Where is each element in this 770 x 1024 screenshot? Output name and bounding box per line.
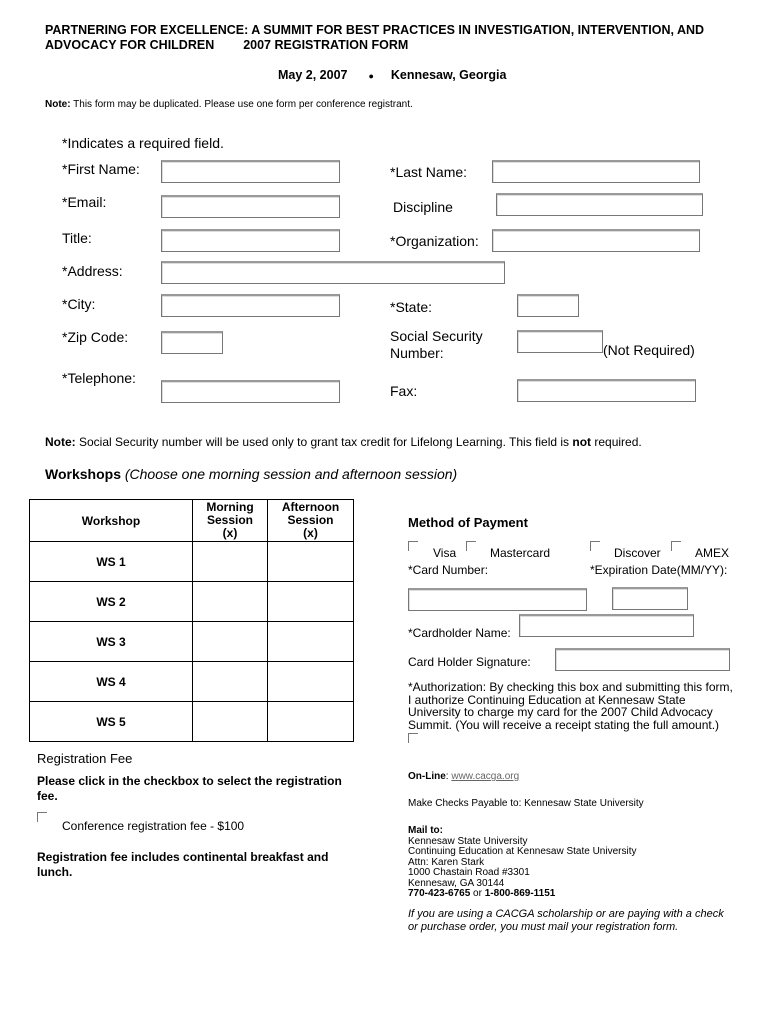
registration-fee-heading: Registration Fee: [37, 751, 133, 766]
zip-code-field[interactable]: [161, 331, 223, 354]
ws3-afternoon-cell[interactable]: [268, 622, 354, 662]
registration-instruction-line1: Please click in the checkbox to select the registration: [37, 774, 342, 788]
form-title-subject: ADVOCACY FOR CHILDREN: [45, 38, 215, 52]
ws2-afternoon-cell[interactable]: [268, 582, 354, 622]
registration-includes-line1: Registration fee includes continental breakfast and: [37, 850, 329, 864]
visa-label: Visa: [433, 546, 457, 560]
ws2-morning-cell[interactable]: [193, 582, 268, 622]
workshop-table-header: [30, 500, 354, 542]
workshop-name: WS 4: [30, 662, 193, 702]
phone-tollfree: 1-800-869-1151: [484, 888, 556, 899]
title-label: Title:: [62, 230, 92, 246]
last-name-label: *Last Name:: [390, 164, 468, 180]
form-title-line1: PARTNERING FOR EXCELLENCE: A SUMMIT FOR BEST PRACTICES IN INVESTIGATION, INTERVENTION, AND: [45, 23, 705, 37]
address-field[interactable]: [161, 261, 505, 284]
address-line: Kennesaw, GA 30144: [408, 877, 505, 889]
city-field[interactable]: [161, 294, 340, 317]
required-field-note: *Indicates a required field.: [62, 135, 224, 151]
ssn-note-text-a: Social Security number will be used only to grant tax credit for Lifelong Learning. This field is: [75, 435, 573, 449]
authorization-line: I authorize Continuing Education at Kennesaw State: [408, 692, 686, 707]
ssn-note-label: Note:: [45, 435, 76, 449]
cardholder-name-label: *Cardholder Name:: [408, 626, 511, 640]
registration-instruction-line2: fee.: [37, 789, 58, 803]
workshop-table: [29, 499, 354, 742]
online-link[interactable]: www.cacga.org: [451, 771, 520, 782]
mailing-address: [408, 826, 636, 900]
expiration-field[interactable]: [612, 587, 688, 610]
note-label: Note:: [45, 99, 71, 110]
amex-checkbox[interactable]: [671, 541, 681, 551]
amex-label: AMEX: [695, 546, 730, 560]
online-info: [408, 771, 519, 782]
ws5-afternoon-cell[interactable]: [268, 702, 354, 742]
table-row: [30, 702, 354, 742]
col-morning: [193, 500, 268, 542]
email-label: *Email:: [62, 194, 107, 210]
ws3-morning-cell[interactable]: [193, 622, 268, 662]
discipline-label: Discipline: [393, 199, 453, 215]
col-afternoon: [268, 500, 354, 542]
card-number-field[interactable]: [408, 588, 587, 611]
mastercard-label: Mastercard: [490, 546, 551, 560]
col-workshop: Workshop: [30, 500, 193, 542]
ssn-label-line1: Social Security: [390, 328, 483, 344]
workshops-instruction: (Choose one morning session and afternoon session): [120, 466, 458, 482]
ssn-note-not: not: [572, 435, 592, 449]
ws5-morning-cell[interactable]: [193, 702, 268, 742]
online-colon: :: [445, 771, 452, 782]
address-line: Kennesaw State University: [408, 835, 528, 847]
workshop-name: WS 3: [30, 622, 193, 662]
title-field[interactable]: [161, 229, 340, 252]
col-morning-1: Morning: [206, 500, 254, 514]
address-line: 1000 Chastain Road #3301: [408, 867, 530, 878]
state-field[interactable]: [517, 294, 579, 317]
discover-checkbox[interactable]: [590, 541, 600, 551]
registration-includes-line2: lunch.: [37, 865, 73, 879]
scholarship-line1: If you are using a CACGA scholarship or are paying with a check: [408, 908, 724, 920]
event-location: Kennesaw, Georgia: [390, 68, 507, 82]
registration-instruction: [37, 774, 342, 804]
signature-label: Card Holder Signature:: [408, 655, 531, 669]
registration-includes: [37, 850, 328, 880]
col-afternoon-3: (x): [303, 526, 318, 540]
phone-or: or: [470, 888, 485, 899]
table-row: [30, 542, 354, 582]
city-label: *City:: [62, 296, 96, 312]
visa-checkbox[interactable]: [408, 541, 418, 551]
authorization-line: University to charge my card for the 2007 Child Advocacy: [408, 705, 713, 719]
email-field[interactable]: [161, 195, 340, 218]
last-name-field[interactable]: [492, 160, 700, 183]
ws4-morning-cell[interactable]: [193, 662, 268, 702]
ssn-label-line2: Number:: [390, 345, 444, 361]
signature-field[interactable]: [555, 648, 730, 671]
duplicate-note: [45, 99, 413, 110]
event-date: May 2, 2007: [278, 68, 348, 82]
address-label: *Address:: [62, 263, 123, 279]
bullet-icon: ●: [368, 71, 374, 81]
discover-label: Discover: [614, 546, 661, 560]
workshop-name: WS 5: [30, 702, 193, 742]
col-afternoon-1: Afternoon: [281, 500, 340, 514]
col-morning-2: Session: [206, 513, 254, 527]
ws1-morning-cell[interactable]: [193, 542, 268, 582]
authorization-text: [408, 681, 733, 731]
col-afternoon-2: Session: [287, 513, 334, 527]
form-title-line2: [45, 38, 408, 53]
zip-code-label: *Zip Code:: [62, 329, 129, 345]
scholarship-note: [408, 908, 724, 934]
mail-to-label: Mail to:: [408, 825, 443, 836]
authorization-line: Summit. (You will receive a receipt stating the full amount.): [408, 717, 720, 732]
fax-field[interactable]: [517, 379, 696, 402]
state-label: *State:: [390, 299, 433, 315]
telephone-label: *Telephone:: [62, 370, 136, 386]
checks-payable: Make Checks Payable to: Kennesaw State University: [408, 798, 644, 809]
workshops-title: Workshops: [45, 466, 121, 482]
first-name-field[interactable]: [161, 160, 340, 183]
workshops-heading: [45, 466, 457, 482]
phone-primary: 770-423-6765: [408, 888, 471, 899]
discipline-field[interactable]: [496, 193, 703, 216]
address-line: Attn: Karen Stark: [408, 856, 485, 868]
ssn-note-text-b: required.: [591, 435, 642, 449]
cardholder-name-field[interactable]: [519, 614, 694, 637]
form-title-year: 2007 REGISTRATION FORM: [243, 38, 409, 52]
table-row: [30, 622, 354, 662]
online-label: On-Line: [408, 771, 446, 782]
ssn-not-required: (Not Required): [603, 342, 695, 358]
first-name-label: *First Name:: [62, 161, 140, 177]
event-date-location: [278, 68, 506, 82]
col-morning-3: (x): [222, 526, 238, 540]
registration-fee-checkbox[interactable]: [37, 812, 47, 822]
table-row: [30, 662, 354, 702]
authorization-checkbox[interactable]: [408, 733, 418, 743]
ssn-field[interactable]: [517, 330, 603, 353]
workshop-name: WS 2: [30, 582, 193, 622]
note-text: This form may be duplicated. Please use one form per conference registrant.: [70, 99, 413, 110]
table-row: [30, 582, 354, 622]
registration-fee-option: Conference registration fee - $100: [62, 819, 245, 833]
mastercard-checkbox[interactable]: [466, 541, 476, 551]
organization-field[interactable]: [492, 229, 700, 252]
workshop-name: WS 1: [30, 542, 193, 582]
organization-label: *Organization:: [390, 233, 479, 249]
expiration-label: *Expiration Date(MM/YY):: [590, 563, 728, 577]
payment-heading: Method of Payment: [408, 515, 528, 530]
authorization-line: *Authorization: By checking this box and submitting this form,: [408, 680, 733, 694]
fax-label: Fax:: [390, 383, 418, 399]
ws1-afternoon-cell[interactable]: [268, 542, 354, 582]
telephone-field[interactable]: [161, 380, 340, 403]
card-number-label: *Card Number:: [408, 563, 489, 577]
ssn-note: [45, 435, 642, 449]
ws4-afternoon-cell[interactable]: [268, 662, 354, 702]
scholarship-line2: or purchase order, you must mail your registration form.: [408, 921, 679, 933]
address-line: Continuing Education at Kennesaw State University: [408, 846, 637, 857]
phone-line: [408, 889, 636, 900]
